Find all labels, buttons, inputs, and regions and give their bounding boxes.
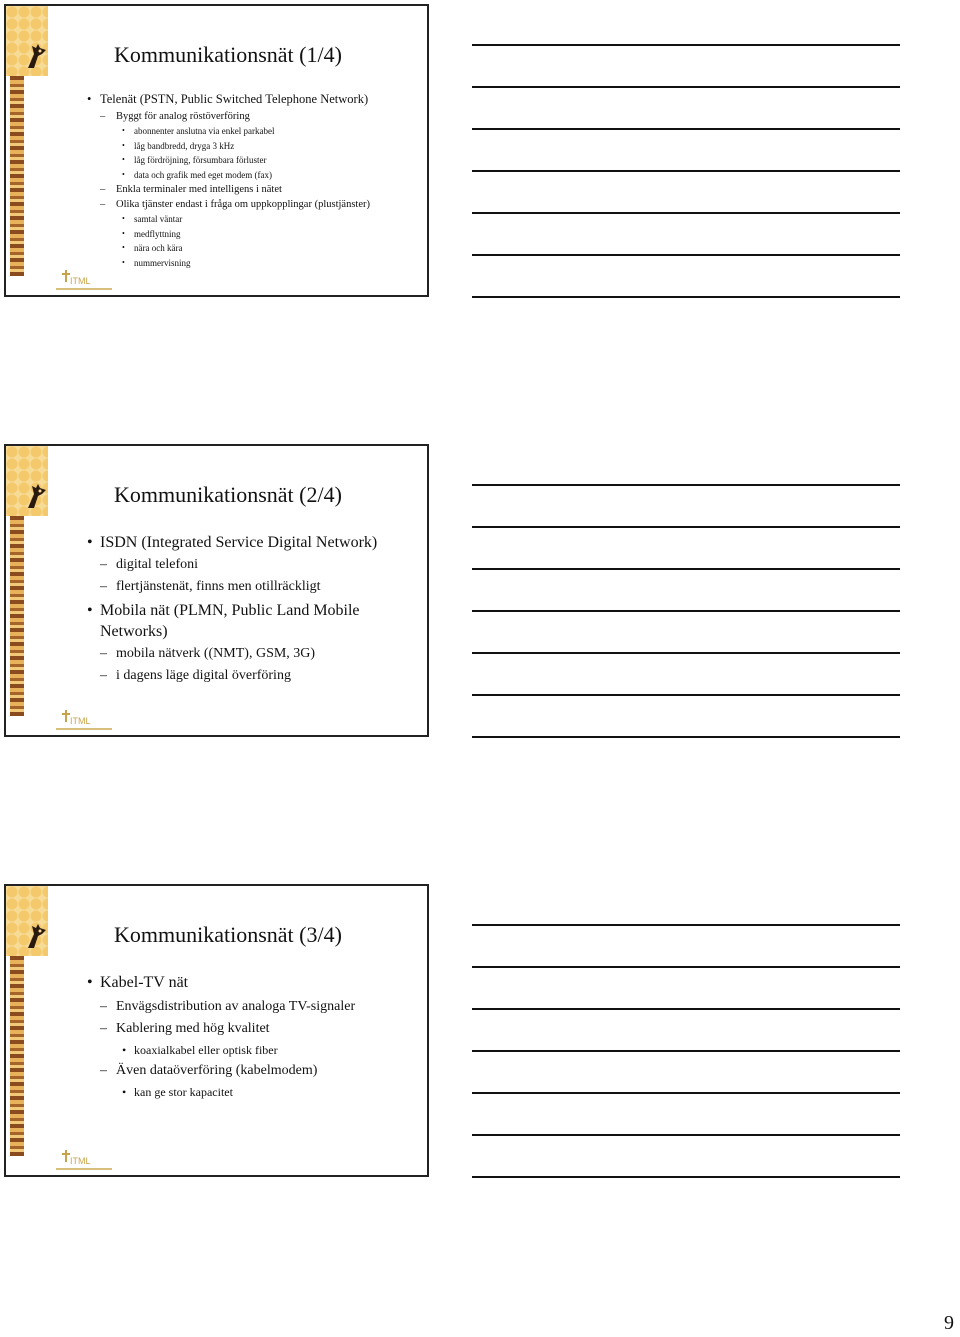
giraffe-neck-pattern [10, 76, 24, 276]
note-line [472, 966, 900, 968]
bullet-level-3: • nummervisning [84, 258, 417, 268]
note-line [472, 924, 900, 926]
slide-title: Kommunikationsnät (3/4) [114, 922, 342, 947]
bullet-level-2: – Även dataöverföring (kabelmodem) [84, 1062, 417, 1080]
bullet-level-2: – Olika tjänster endast i fråga om uppkopplingar (plustjänster) [84, 199, 417, 210]
note-line [472, 170, 900, 172]
giraffe-head-icon [26, 482, 48, 510]
giraffe-head-icon [26, 42, 48, 70]
bullet-level-2: – Byggt för analog röstöverföring [84, 111, 417, 122]
note-line [472, 296, 900, 298]
note-line [472, 254, 900, 256]
note-line [472, 694, 900, 696]
note-line [472, 44, 900, 46]
bullet-level-1: • Kabel-TV nät [84, 972, 417, 993]
bullet-level-3: • abonnenter anslutna via enkel parkabel [84, 126, 417, 136]
note-line [472, 568, 900, 570]
bullet-level-2: – digital telefoni [84, 556, 417, 574]
note-line [472, 86, 900, 88]
slide-3 [4, 884, 429, 1177]
page-number: 9 [944, 1312, 954, 1334]
bullet-level-2: – mobila nätverk ((NMT), GSM, 3G) [84, 645, 417, 663]
note-line [472, 212, 900, 214]
svg-text:ITML: ITML [70, 276, 91, 286]
note-line [472, 610, 900, 612]
slide-2 [4, 444, 429, 737]
slide-content [84, 92, 417, 272]
giraffe-decoration [6, 886, 48, 1175]
bullet-level-3: • samtal väntar [84, 214, 417, 224]
bullet-level-2: – flertjänstenät, finns men otillräckligt [84, 578, 417, 596]
note-line [472, 1092, 900, 1094]
slide-title: Kommunikationsnät (2/4) [114, 482, 342, 507]
bullet-level-1: • ISDN (Integrated Service Digital Network) [84, 532, 400, 553]
note-line [472, 1008, 900, 1010]
bullet-level-3: • koaxialkabel eller optisk fiber [84, 1042, 417, 1058]
svg-text:ITML: ITML [70, 716, 91, 726]
bullet-level-2: – Enkla terminaler med intelligens i nätet [84, 184, 417, 195]
note-line [472, 652, 900, 654]
bullet-level-3: • nära och kära [84, 243, 417, 253]
giraffe-head-icon [26, 922, 48, 950]
itml-logo [54, 708, 114, 732]
bullet-level-3: • kan ge stor kapacitet [84, 1084, 417, 1100]
note-line [472, 1050, 900, 1052]
note-line [472, 128, 900, 130]
slide-content [84, 972, 417, 1104]
giraffe-decoration [6, 6, 48, 295]
giraffe-neck-pattern [10, 516, 24, 716]
note-line [472, 1176, 900, 1178]
note-line [472, 484, 900, 486]
slide-1 [4, 4, 429, 297]
note-line [472, 526, 900, 528]
slide-title: Kommunikationsnät (1/4) [114, 42, 342, 67]
bullet-level-3: • låg fördröjning, försumbara förluster [84, 155, 417, 165]
bullet-level-2: – Envägsdistribution av analoga TV-signaler [84, 998, 417, 1016]
bullet-level-1: • Telenät (PSTN, Public Switched Telephone Network) [84, 92, 417, 107]
giraffe-decoration [6, 446, 48, 735]
itml-logo [54, 1148, 114, 1172]
giraffe-neck-pattern [10, 956, 24, 1156]
bullet-level-3: • data och grafik med eget modem (fax) [84, 170, 417, 180]
note-line [472, 1134, 900, 1136]
bullet-level-3: • låg bandbredd, dryga 3 kHz [84, 141, 417, 151]
bullet-level-1: • Mobila nät (PLMN, Public Land Mobile Networks) [84, 600, 400, 642]
bullet-level-2: – i dagens läge digital överföring [84, 667, 417, 685]
note-line [472, 736, 900, 738]
slide-content [84, 532, 417, 689]
bullet-level-2: – Kablering med hög kvalitet [84, 1020, 417, 1038]
bullet-level-3: • medflyttning [84, 229, 417, 239]
svg-text:ITML: ITML [70, 1156, 91, 1166]
